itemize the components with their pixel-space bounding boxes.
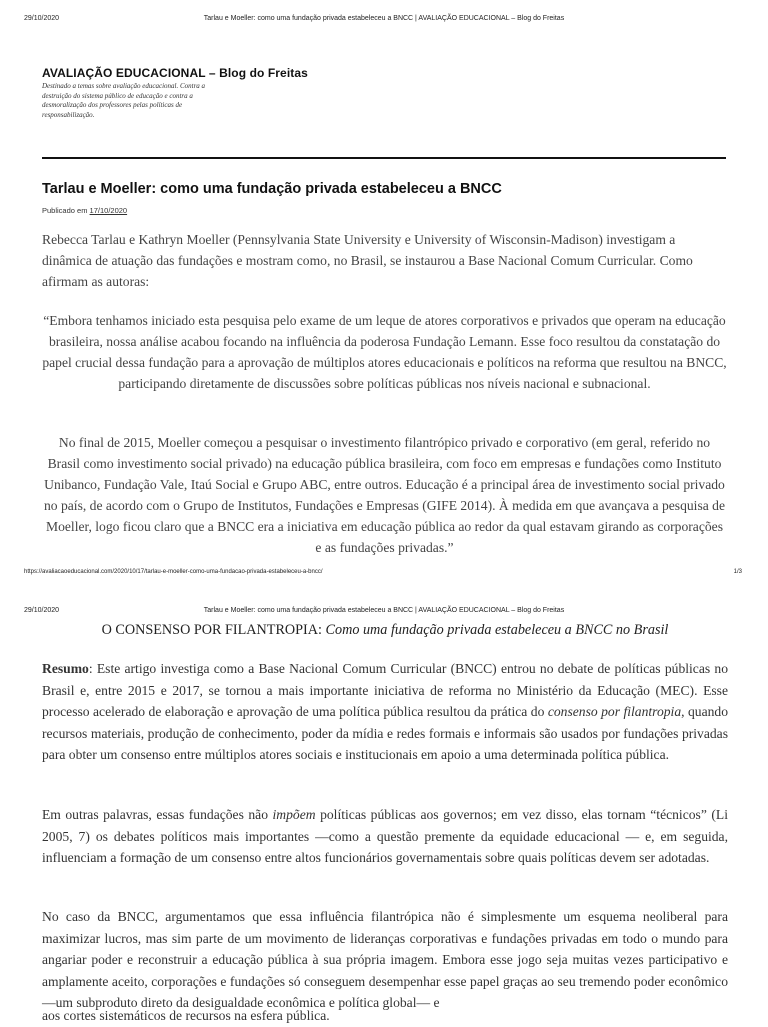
article-title-main: O CONSENSO POR FILANTROPIA:	[101, 622, 322, 638]
published-date-link[interactable]: 17/10/2020	[89, 206, 128, 215]
abstract-label: Resumo	[42, 661, 89, 676]
print-page-title-page2: Tarlau e Moeller: como uma fundação privada estabeleceu a BNCC | AVALIAÇÃO EDUCACIONAL – Blog do Freitas	[203, 607, 565, 614]
body-paragraph-2	[42, 804, 728, 869]
print-header	[0, 15, 768, 29]
article-title	[40, 622, 730, 639]
site-title[interactable]: AVALIAÇÃO EDUCACIONAL – Blog do Freitas	[42, 66, 308, 80]
post-title[interactable]: Tarlau e Moeller: como uma fundação privada estabeleceu a BNCC	[42, 181, 502, 197]
p2-text-b: políticas públicas aos governos; em vez disso, elas tornam “técnicos” (Li 2005, 7) os debates políticos mais importantes —como a questão premente da equidade educacional — e, em seguida, influenciam a formação de um consenso entre altos funcionários governamentais sobre quais políticas devem ser adotadas.	[42, 807, 728, 865]
print-header-page2	[0, 607, 768, 621]
quote-paragraph-2: No final de 2015, Moeller começou a pesquisar o investimento filantrópico privado e corporativo (em geral, referido no Brasil como investimento social privado) na educação pública brasileira, com foco em empresas e fundações como Instituto Unibanco, Fundação Vale, Itaú Social e Grupo ABC, entre outros. Educação é a principal área de investimento social privado no país, de acordo com o Grupo de Institutos, Fundações e Empresas (GIFE 2014). À medida em que avançava a pesquisa de Moeller, logo ficou claro que a BNCC era a iniciativa em educação pública ao redor da qual estavam girando as corporações e as fundações privadas.”	[43, 435, 725, 555]
site-description: Destinado a temas sobre avaliação educacional. Contra a destruição do sistema público de educação e contra a desmoralização dos professores pelas políticas de responsabilização.	[42, 82, 206, 119]
p2-text-italic: impõem	[272, 807, 316, 822]
abstract-text-b: , quando recursos materiais, produção de conhecimento, poder da mídia e redes formais e informais são usados por fundações privadas para obter um consenso entre múltiplos atores sociais e institucionais em apoio a uma determinada política pública.	[42, 704, 728, 762]
body-paragraph-4: aos cortes sistemáticos de recursos na esfera pública.	[42, 1008, 330, 1023]
abstract-text-italic: consenso por filantropia	[547, 704, 682, 719]
print-page-number: 1/3	[733, 569, 742, 575]
print-date-page2: 29/10/2020	[24, 607, 60, 614]
print-footer-url: https://avaliacaoeducacional.com/2020/10/17/tarlau-e-moeller-como-uma-fundacao-privada-estabeleceu-a-bncc/	[24, 569, 323, 575]
print-date: 29/10/2020	[24, 15, 60, 22]
post-meta	[42, 206, 127, 215]
abstract-paragraph	[42, 658, 728, 766]
quote-paragraph-1: “Embora tenhamos iniciado esta pesquisa pelo exame de um leque de atores corporativos e privados que operam na educação brasileira, nossa análise acabou focando na influência da poderosa Fundação Lemann. Esse foco resultou da constatação do papel crucial dessa fundação para a aprovação de múltiplos atores educacionais e políticos na reforma que resultou na BNCC, participando diretamente de discussões sobre políticas públicas nos níveis nacional e subnacional.	[42, 313, 727, 391]
intro-paragraph: Rebecca Tarlau e Kathryn Moeller (Pennsylvania State University e University of Wisconsin-Madison) investigam a dinâmica de atuação das fundações e mostram como, no Brasil, se instaurou a Base Nacional Comum Curricular. Como afirmam as autoras:	[42, 232, 693, 289]
published-label: Publicado em	[42, 206, 88, 215]
header-divider	[42, 157, 726, 159]
print-page-title: Tarlau e Moeller: como uma fundação privada estabeleceu a BNCC | AVALIAÇÃO EDUCACIONAL – Blog do Freitas	[203, 15, 565, 22]
p2-text-a: Em outras palavras, essas fundações não	[42, 807, 273, 822]
abstract-text-a: : Este artigo investiga como a Base Nacional Comum Curricular (BNCC) entrou no debate de políticas públicas no Brasil e, entre 2015 e 2017, se tornou a mais importante iniciativa de reforma no Ministério da Educação (MEC). Esse processo acelerado de elaboração e aprovação de uma política pública resultou da prática do	[42, 661, 728, 719]
print-footer	[0, 569, 768, 581]
article-title-sub: Como uma fundação privada estabeleceu a BNCC no Brasil	[325, 622, 669, 638]
body-paragraph-3: No caso da BNCC, argumentamos que essa influência filantrópica não é simplesmente um esquema neoliberal para maximizar lucros, mas sim parte de um movimento de lideranças corporativas e fundações privadas em todo o mundo para angariar poder e reconstruir a educação pública à sua própria imagem. Embora esse jogo seja muitas vezes participativo e amplamente aceito, corporações e fundações só conseguem desempenhar esse papel graças ao seu tremendo poder econômico —um subproduto direto da desigualdade econômica e política global— e	[42, 909, 728, 1010]
